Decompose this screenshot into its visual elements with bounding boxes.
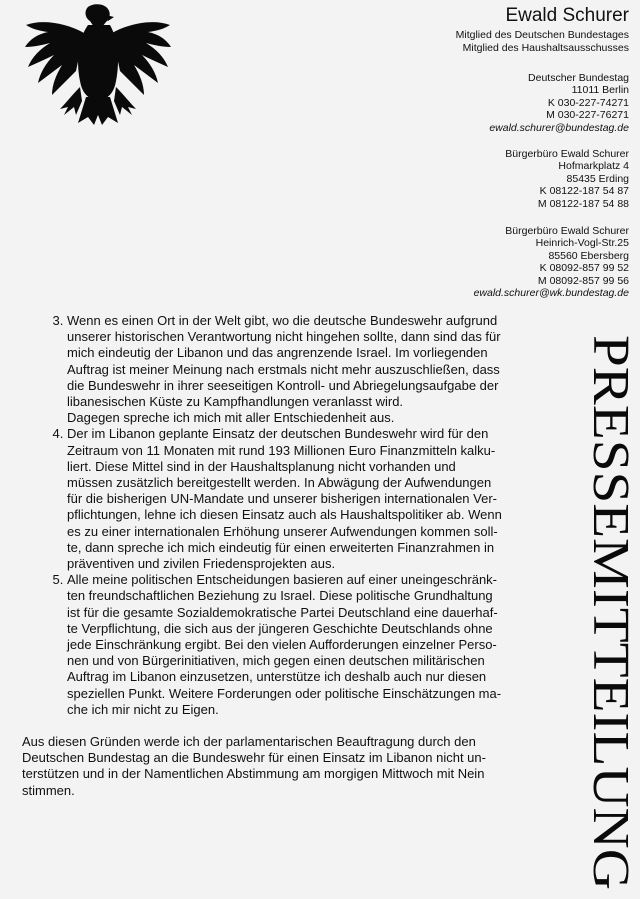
address-line: 85435 Erding [566,172,629,185]
text-line: ist für die gesamte Sozialdemokratische Partei Deutschland eine dauerhaf- [67,604,498,620]
text-line: Dagegen spreche ich mich mit aller Entschiedenheit aus. [67,410,395,426]
point-3 [67,313,562,426]
text-line: jede Einschränkung ergibt. Bei den vielen Aufforderungen einzelner Perso- [67,637,497,653]
office-ebersberg [299,225,629,299]
text-line: Deutschen Bundestag an die Bundeswehr für einen Einsatz im Libanon nicht un- [22,750,486,766]
text-line: Aus diesen Gründen werde ich der parlamentarischen Beauftragung durch den [22,734,476,750]
address-line: Deutscher Bundestag [528,72,629,84]
role-bundestag: Mitglied des Deutschen Bundestages [455,29,629,41]
email-link[interactable]: ewald.schurer@bundestag.de [489,121,629,134]
address-line: Bürgerbüro Ewald Schurer [505,225,629,238]
address-line: Heinrich-Vogl-Str.25 [535,237,629,250]
text-line: stimmen. [22,782,75,798]
point-5 [67,572,562,718]
address-line: Hofmarkplatz 4 [558,160,629,173]
phone-line: K 030-227-74271 [547,96,629,109]
text-line: ten freundschaftlichen Beziehung zu Israel. Diese politische Grundhaltung [67,588,493,604]
text-line: te, dann spreche ich mich eindeutig für einen erweiterten Finanzrahmen in [67,539,495,555]
address-line: Bürgerbüro Ewald Schurer [505,148,629,161]
text-line: speziellen Punkt. Weitere Forderungen oder politische Einschätzungen ma- [67,685,502,701]
text-line: für die bisherigen UN-Mandate und unserer bisherigen internationalen Ver- [67,491,497,507]
federal-eagle-logo [22,3,174,129]
phone-line: K 08122-187 54 87 [539,185,629,198]
text-line: terstützen und in der Namentlichen Abstimmung am morgigen Mittwoch mit Nein [22,766,485,782]
numbered-points [22,313,562,718]
text-line: die Bundeswehr in ihrer seeseitigen Kontroll- und Abriegelungsaufgabe der [67,377,499,393]
text-line: präventiven und zivilen Friedensprojekten aus. [67,556,336,572]
phone-line: K 08092-857 99 52 [539,262,629,275]
text-line: unserer historischen Verantwortung nicht hingehen sollte, dann sind das für [67,329,501,345]
letterhead [299,5,629,300]
text-line: Auftrag im Libanon einzusetzen, unterstütze ich deshalb auch nur diesen [67,669,487,685]
mobile-line: M 08122-187 54 88 [537,197,629,210]
text-line: pflichtungen, lehne ich diesen Einsatz auch als Haushaltspolitiker ab. Wenn [67,507,502,523]
text-line: libanesischen Küste zu Kampfhandlungen veranlasst wird. [67,394,404,410]
sender-name: Ewald Schurer [505,5,629,26]
text-line: 4. Der im Libanon geplante Einsatz der deutschen Bundeswehr wird für den [67,426,489,442]
office-erding [299,148,629,210]
text-line: liert. Diese Mittel sind in der Haushaltsplanung nicht vorhanden und [67,458,456,474]
text-line: nen und von Bürgerinitiativen, mich gegen einen deutschen militärischen [67,653,485,669]
email-link[interactable]: ewald.schurer@wk.bundestag.de [473,287,629,300]
office-berlin [299,72,629,134]
text-line: che ich mir nicht zu Eigen. [67,701,219,717]
closing-paragraph [22,734,562,799]
text-line: mich eindeutig der Libanon und das angrenzende Israel. Im vorliegenden [67,345,488,361]
point-4 [67,426,562,572]
text-line: müssen zusätzlich bereitgestellt werden. In Abwägung der Aufwendungen [67,475,492,491]
text-line: Zeitraum von 11 Monaten mit rund 193 Millionen Euro Finanzmitteln kalku- [67,442,496,458]
press-release-body [22,313,562,799]
text-line: te Verpflichtung, die sich aus der jüngeren Geschichte Deutschlands ohne [67,620,493,636]
mobile-line: M 08092-857 99 56 [537,274,629,287]
text-line: Auftrag ist meiner Meinung nach erstmals nicht mehr auszuschließen, dass [67,361,500,377]
address-line: 11011 Berlin [571,84,629,97]
text-line: 3. Wenn es einen Ort in der Welt gibt, wo die deutsche Bundeswehr aufgrund [67,313,498,328]
role-haushaltsausschuss: Mitglied des Haushaltsausschusses [462,42,629,54]
mobile-line: M 030-227-76271 [546,109,629,122]
stamp-text: PRESSEMITTEILUNG [582,335,639,841]
text-line: es zu einer internationalen Erhöhung unserer Aufwendungen kommen soll- [67,523,498,539]
address-line: 85560 Ebersberg [548,249,629,262]
text-line: 5. Alle meine politischen Entscheidungen basieren auf einer uneingeschränk- [67,572,497,588]
pressemitteilung-stamp [580,335,639,890]
